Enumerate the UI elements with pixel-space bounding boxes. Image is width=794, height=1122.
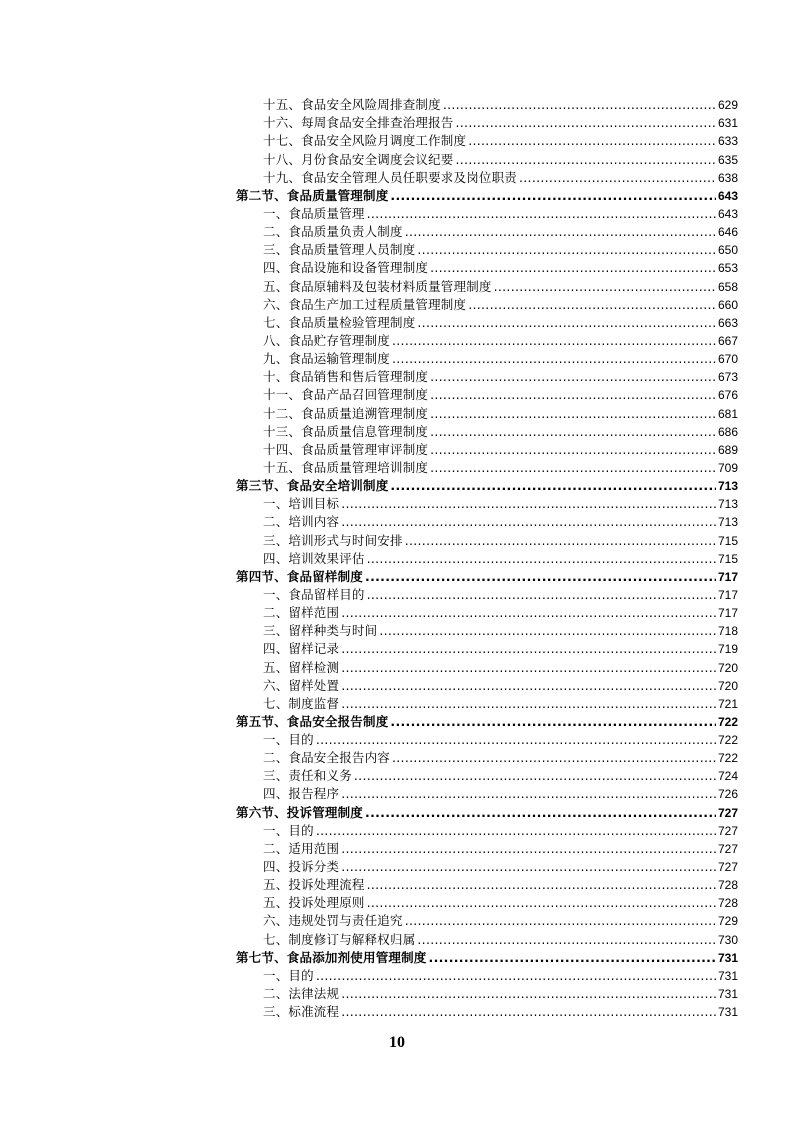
toc-entry-title: 第五节、食品安全报告制度 [236,713,389,729]
toc-item-entry[interactable] [236,169,738,187]
toc-entry-title: 十四、食品质量管理审评制度 [263,441,429,457]
toc-entry-title: 二、留样范围 [263,605,340,621]
toc-item-entry[interactable] [236,531,738,549]
toc-item-entry[interactable] [236,114,738,132]
toc-entry-title: 三、留样种类与时间 [263,623,378,639]
toc-entry-title: 一、食品质量管理 [263,205,365,221]
dot-leader [443,96,716,114]
dot-leader [417,931,716,949]
dot-leader [341,604,716,622]
toc-entry-title: 第七节、食品添加剂使用管理制度 [236,949,427,965]
dot-leader [430,386,716,404]
page-number: 10 [389,1034,405,1051]
toc-item-entry[interactable] [236,259,738,277]
toc-entry-page: 643 [717,188,738,203]
toc-entry-page: 713 [717,497,738,512]
toc-entry-page: 720 [717,678,738,693]
dot-leader [430,423,716,441]
toc-entry-page: 726 [717,787,738,802]
toc-item-entry[interactable] [236,695,738,713]
toc-entry-title: 十五、食品质量管理培训制度 [263,459,429,475]
toc-entry-title: 十五、食品安全风险周排查制度 [263,97,441,113]
dot-leader [341,513,716,531]
dot-leader [390,477,716,495]
toc-section-entry[interactable] [236,803,738,821]
dot-leader [341,495,716,513]
toc-item-entry[interactable] [236,423,738,441]
toc-entry-page: 720 [717,660,738,675]
toc-item-entry[interactable] [236,132,738,150]
toc-entry-page: 643 [717,206,738,221]
toc-entry-page: 638 [717,170,738,185]
toc-item-entry[interactable] [236,332,738,350]
toc-entry-page: 717 [717,606,738,621]
toc-entry-title: 七、食品质量检验管理制度 [263,314,416,330]
dot-leader [468,296,716,314]
toc-item-entry[interactable] [236,586,738,604]
dot-leader [405,532,716,550]
dot-leader [392,332,716,350]
toc-entry-title: 五、留样检测 [263,659,340,675]
toc-entry-title: 一、目的 [263,967,314,983]
dot-leader [316,822,716,840]
toc-entry-page: 730 [717,932,738,947]
dot-leader [494,278,716,296]
toc-entry-page: 670 [717,352,738,367]
dot-leader [429,949,716,967]
toc-entry-page: 686 [717,424,738,439]
toc-item-entry[interactable] [236,785,738,803]
dot-leader [379,622,716,640]
toc-entry-title: 三、标准流程 [263,1004,340,1020]
toc-entry-page: 731 [717,1005,738,1020]
toc-entry-page: 653 [717,261,738,276]
toc-entry-page: 729 [717,914,738,929]
dot-leader [405,912,716,930]
toc-entry-title: 一、目的 [263,732,314,748]
toc-item-entry[interactable] [236,912,738,930]
toc-entry-page: 681 [717,406,738,421]
toc-item-entry[interactable] [236,404,738,422]
toc-entry-title: 二、食品安全报告内容 [263,750,391,766]
toc-entry-title: 第四节、食品留样制度 [236,568,364,584]
toc-entry-title: 十二、食品质量追溯管理制度 [263,405,429,421]
toc-entry-page: 731 [717,950,738,965]
toc-item-entry[interactable] [236,640,738,658]
toc-item-entry[interactable] [236,150,738,168]
dot-leader [341,858,716,876]
toc-entry-page: 722 [717,714,738,729]
dot-leader [390,187,716,205]
toc-item-entry[interactable] [236,622,738,640]
toc-entry-page: 721 [717,696,738,711]
toc-item-entry[interactable] [236,241,738,259]
toc-entry-page: 724 [717,769,738,784]
dot-leader [430,459,716,477]
dot-leader [430,405,716,423]
toc-entry-page: 715 [717,533,738,548]
toc-item-entry[interactable] [236,604,738,622]
toc-item-entry[interactable] [236,1003,738,1021]
dot-leader [367,550,716,568]
toc-entry-title: 十三、食品质量信息管理制度 [263,423,429,439]
toc-section-entry[interactable] [236,713,738,731]
toc-entry-title: 五、投诉处理流程 [263,877,365,893]
toc-entry-page: 731 [717,968,738,983]
toc-entry-page: 689 [717,442,738,457]
dot-leader [417,241,716,259]
dot-leader [430,259,716,277]
toc-item-entry[interactable] [236,441,738,459]
dot-leader [365,804,716,822]
dot-leader [341,640,716,658]
dot-leader [316,731,716,749]
toc-entry-page: 715 [717,551,738,566]
toc-entry-title: 六、违规处罚与责任追究 [263,913,403,929]
toc-item-entry[interactable] [236,205,738,223]
dot-leader [316,967,716,985]
toc-item-entry[interactable] [236,985,738,1003]
toc-entry-title: 二、法律法规 [263,986,340,1002]
toc-item-entry[interactable] [236,658,738,676]
toc-entry-title: 五、食品原辅料及包装材料质量管理制度 [263,278,492,294]
toc-entry-page: 731 [717,987,738,1002]
toc-entry-title: 四、食品设施和设备管理制度 [263,260,429,276]
dot-leader [341,695,716,713]
dot-leader [468,132,716,150]
dot-leader [456,151,716,169]
table-of-contents [236,96,738,1021]
toc-entry-title: 一、目的 [263,822,314,838]
toc-entry-page: 646 [717,225,738,240]
toc-entry-title: 七、制度修订与解释权归属 [263,931,416,947]
toc-entry-page: 717 [717,587,738,602]
toc-entry-page: 629 [717,98,738,113]
toc-entry-page: 719 [717,642,738,657]
toc-entry-page: 722 [717,733,738,748]
dot-leader [365,568,716,586]
toc-section-entry[interactable] [236,187,738,205]
toc-entry-page: 667 [717,333,738,348]
toc-item-entry[interactable] [236,350,738,368]
toc-entry-page: 673 [717,370,738,385]
toc-item-entry[interactable] [236,677,738,695]
toc-item-entry[interactable] [236,749,738,767]
dot-leader [417,314,716,332]
dot-leader [341,785,716,803]
toc-item-entry[interactable] [236,223,738,241]
toc-entry-title: 二、培训内容 [263,514,340,530]
toc-entry-page: 727 [717,860,738,875]
toc-item-entry[interactable] [236,550,738,568]
toc-entry-title: 一、培训目标 [263,496,340,512]
toc-entry-title: 九、食品运输管理制度 [263,351,391,367]
toc-entry-title: 第三节、食品安全培训制度 [236,478,389,494]
dot-leader [392,350,716,368]
toc-section-entry[interactable] [236,949,738,967]
toc-entry-page: 727 [717,823,738,838]
toc-section-entry[interactable] [236,568,738,586]
toc-entry-title: 二、食品质量负责人制度 [263,224,403,240]
toc-entry-page: 663 [717,315,738,330]
toc-entry-page: 718 [717,624,738,639]
dot-leader [367,205,716,223]
dot-leader [341,677,716,695]
toc-item-entry[interactable] [236,858,738,876]
toc-entry-title: 第六节、投诉管理制度 [236,804,364,820]
toc-item-entry[interactable] [236,840,738,858]
toc-item-entry[interactable] [236,822,738,840]
toc-item-entry[interactable] [236,368,738,386]
toc-entry-title: 六、留样处置 [263,677,340,693]
dot-leader [367,876,716,894]
dot-leader [341,1003,716,1021]
toc-entry-title: 十、食品销售和售后管理制度 [263,369,429,385]
toc-entry-page: 727 [717,805,738,820]
toc-entry-page: 717 [717,569,738,584]
toc-entry-title: 五、投诉处理原则 [263,895,365,911]
toc-item-entry[interactable] [236,495,738,513]
dot-leader [341,840,716,858]
dot-leader [341,659,716,677]
toc-entry-title: 三、培训形式与时间安排 [263,532,403,548]
dot-leader [392,749,716,767]
toc-item-entry[interactable] [236,513,738,531]
dot-leader [367,894,716,912]
toc-entry-page: 635 [717,152,738,167]
toc-item-entry[interactable] [236,967,738,985]
toc-item-entry[interactable] [236,386,738,404]
toc-entry-title: 一、食品留样目的 [263,586,365,602]
toc-entry-page: 650 [717,243,738,258]
dot-leader [519,169,716,187]
toc-entry-title: 六、食品生产加工过程质量管理制度 [263,296,467,312]
toc-item-entry[interactable] [236,767,738,785]
toc-entry-page: 713 [717,515,738,530]
dot-leader [354,767,716,785]
toc-entry-title: 四、投诉分类 [263,859,340,875]
toc-item-entry[interactable] [236,277,738,295]
toc-section-entry[interactable] [236,477,738,495]
toc-entry-title: 十七、食品安全风险月调度工作制度 [263,133,467,149]
toc-entry-title: 十九、食品安全管理人员任职要求及岗位职责 [263,169,518,185]
dot-leader [341,985,716,1003]
toc-item-entry[interactable] [236,894,738,912]
toc-entry-page: 631 [717,116,738,131]
toc-item-entry[interactable] [236,876,738,894]
toc-entry-title: 十八、月份食品安全调度会议纪要 [263,151,454,167]
toc-item-entry[interactable] [236,96,738,114]
toc-entry-page: 633 [717,134,738,149]
toc-entry-page: 713 [717,479,738,494]
toc-entry-page: 658 [717,279,738,294]
toc-item-entry[interactable] [236,459,738,477]
toc-entry-title: 四、报告程序 [263,786,340,802]
toc-entry-title: 三、食品质量管理人员制度 [263,242,416,258]
toc-entry-page: 727 [717,841,738,856]
toc-entry-title: 四、培训效果评估 [263,550,365,566]
toc-item-entry[interactable] [236,930,738,948]
dot-leader [390,713,716,731]
toc-entry-page: 660 [717,297,738,312]
toc-item-entry[interactable] [236,296,738,314]
toc-entry-page: 709 [717,460,738,475]
dot-leader [405,223,716,241]
toc-entry-title: 二、适用范围 [263,840,340,856]
dot-leader [367,586,716,604]
toc-entry-page: 722 [717,751,738,766]
toc-entry-title: 七、制度监督 [263,695,340,711]
toc-entry-title: 十一、食品产品召回管理制度 [263,387,429,403]
dot-leader [430,368,716,386]
toc-entry-page: 728 [717,878,738,893]
toc-item-entry[interactable] [236,314,738,332]
toc-entry-title: 三、责任和义务 [263,768,352,784]
toc-entry-title: 八、食品贮存管理制度 [263,332,391,348]
toc-entry-page: 676 [717,388,738,403]
dot-leader [456,114,716,132]
toc-item-entry[interactable] [236,731,738,749]
toc-entry-title: 四、留样记录 [263,641,340,657]
toc-entry-page: 728 [717,896,738,911]
toc-entry-title: 十六、每周食品安全排查治理报告 [263,115,454,131]
toc-entry-title: 第二节、食品质量管理制度 [236,187,389,203]
dot-leader [430,441,716,459]
